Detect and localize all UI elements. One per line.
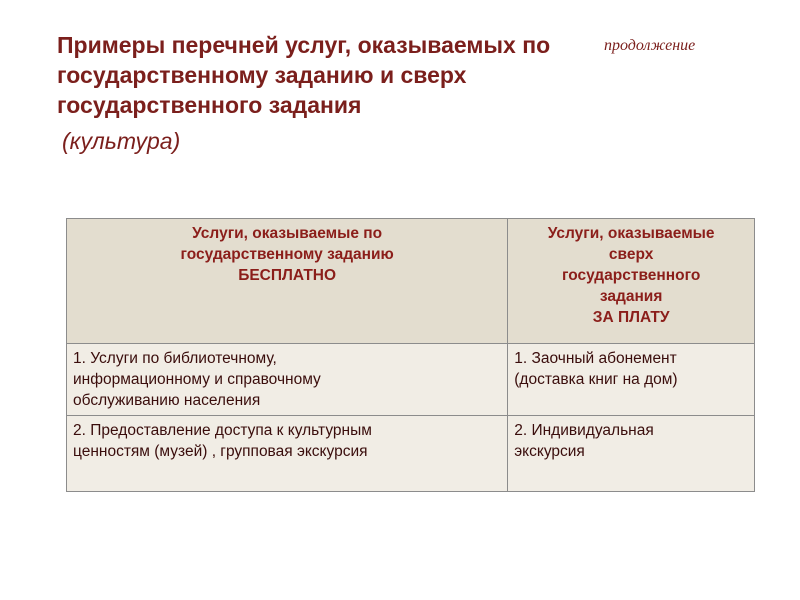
header-free-line-3: БЕСПЛАТНО	[238, 267, 337, 284]
row1-free-line-2: информационному и справочному	[73, 371, 321, 388]
row2-paid-line-2: экскурсия	[514, 443, 585, 460]
header-free-services	[67, 219, 508, 344]
title-line-2: государственному заданию и сверх	[57, 62, 467, 88]
table-row	[67, 416, 755, 492]
free-service-cell	[67, 344, 508, 416]
row1-free-line-3: обслуживанию населения	[73, 392, 261, 409]
row1-free-line-1: 1. Услуги по библиотечному,	[73, 350, 277, 367]
table-header-row	[67, 219, 755, 344]
slide-title	[57, 30, 657, 120]
title-line-1: Примеры перечней услуг, оказываемых по	[57, 32, 551, 58]
continuation-label: продолжение	[604, 37, 696, 54]
row2-paid-line-1: 2. Индивидуальная	[514, 422, 654, 439]
header-paid-services	[508, 219, 755, 344]
free-service-cell	[67, 416, 508, 492]
header-free-line-1: Услуги, оказываемые по	[192, 225, 383, 242]
table-row	[67, 344, 755, 416]
row2-free-line-2: ценностям (музей) , групповая экскурсия	[73, 443, 368, 460]
paid-service-cell	[508, 344, 755, 416]
services-table	[66, 218, 755, 492]
header-paid-line-1: Услуги, оказываемые	[547, 225, 715, 242]
header-free-line-2: государственному заданию	[180, 246, 394, 263]
slide-subtitle: (культура)	[62, 128, 181, 154]
header-paid-line-3: государственного	[561, 267, 701, 284]
title-line-3: государственного задания	[57, 92, 362, 118]
header-paid-line-2: сверх	[608, 246, 654, 263]
header-paid-line-4: задания	[599, 288, 663, 305]
row2-free-line-1: 2. Предоставление доступа к культурным	[73, 422, 372, 439]
row1-paid-line-2: (доставка книг на дом)	[514, 371, 678, 388]
row1-paid-line-1: 1. Заочный абонемент	[514, 350, 677, 367]
paid-service-cell	[508, 416, 755, 492]
header-paid-line-5: ЗА ПЛАТУ	[592, 309, 670, 326]
